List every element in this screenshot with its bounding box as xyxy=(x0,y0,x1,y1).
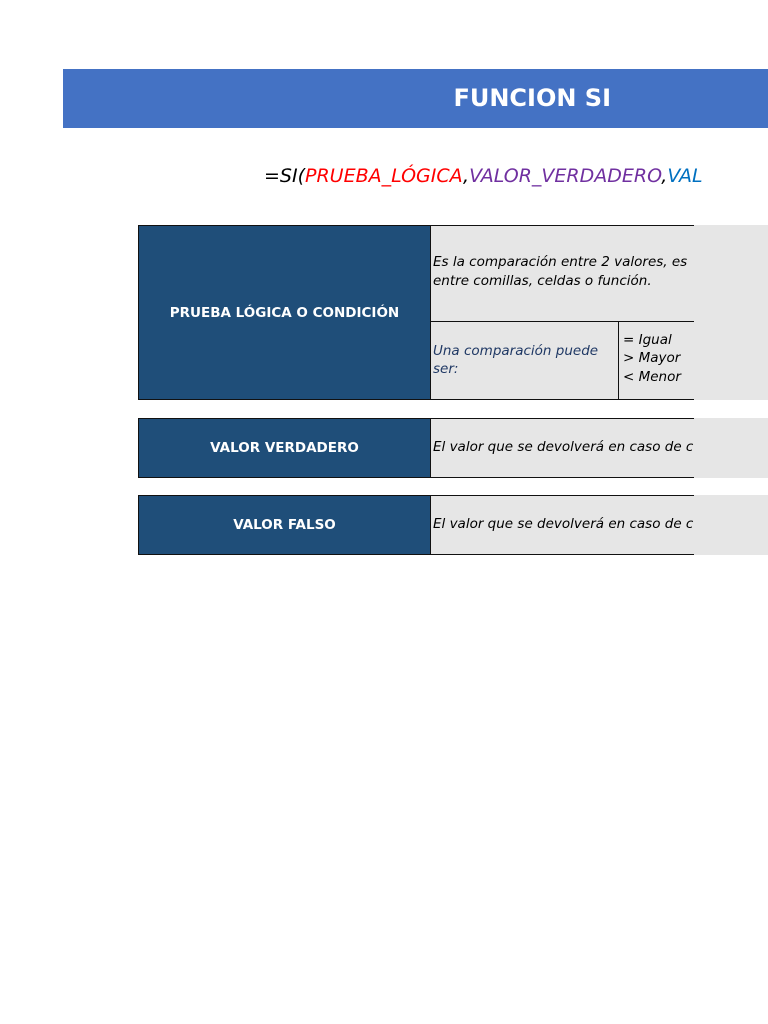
prueba-bottom-border xyxy=(431,399,694,400)
operator-less: < Menor xyxy=(623,369,681,385)
prueba-logica-label-cell xyxy=(138,225,431,400)
formula-syntax xyxy=(264,162,703,190)
comparison-label-line-1: Una comparación puede xyxy=(433,343,599,359)
formula-true-value: VALOR_VERDADERO xyxy=(469,165,662,187)
verdadero-description: El valor que se devolverá en caso de c xyxy=(433,439,694,455)
formula-prefix: =SI( xyxy=(264,165,305,187)
falso-description: El valor que se devolverá en caso de c xyxy=(433,516,694,532)
falso-bottom-border xyxy=(431,554,694,555)
verdadero-top-border xyxy=(431,418,694,419)
valor-verdadero-label-cell xyxy=(138,418,431,478)
formula-separator-2: , xyxy=(661,165,668,187)
operator-greater: > Mayor xyxy=(623,350,681,366)
valor-verdadero-label: VALOR VERDADERO xyxy=(210,440,359,456)
formula-false-value: VAL xyxy=(667,165,703,187)
prueba-sub-divider xyxy=(618,321,619,400)
valor-falso-label: VALOR FALSO xyxy=(233,517,336,533)
prueba-mid-border xyxy=(431,321,694,322)
page-title: FUNCION SI xyxy=(453,84,612,112)
prueba-description-line-1: Es la comparación entre 2 valores, es xyxy=(433,254,688,270)
prueba-top-border xyxy=(431,225,694,226)
formula-logical-test: PRUEBA_LÓGICA xyxy=(305,165,464,187)
prueba-logica-label: PRUEBA LÓGICA O CONDICIÓN xyxy=(169,304,400,321)
prueba-description-line-2: entre comillas, celdas o función. xyxy=(433,273,652,289)
falso-top-border xyxy=(431,495,694,496)
valor-falso-label-cell xyxy=(138,495,431,555)
formula-separator-1: , xyxy=(463,165,470,187)
operator-equal: = Igual xyxy=(623,332,672,348)
title-bar xyxy=(63,69,768,128)
verdadero-bottom-border xyxy=(431,477,694,478)
comparison-label-line-2: ser: xyxy=(433,361,459,377)
